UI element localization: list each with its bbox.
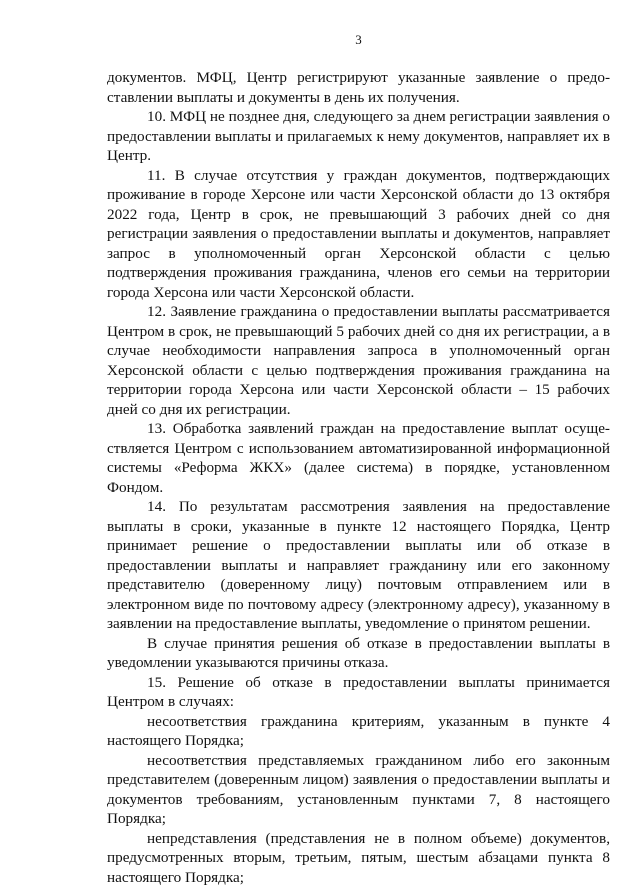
paragraph-item-11: 11. В случае отсутствия у граждан документов, подтверждающих проживание в городе Херсоне или части Херсонской области до 13 октября 2022 года, Центр в срок, не превышающий 3 рабочих дней со дня регистрации заявления о предоставлении выплаты и документов, направляет запрос в уполномоченный орган Херсонской области с целью подтверждения проживания гражданина, членов его семьи на территории города Херсона или части Херсонской области. [107, 166, 610, 301]
page-number: 3 [355, 32, 362, 47]
paragraph-item-10: 10. МФЦ не позднее дня, следующего за днем регистрации заявления о предоставлении выплаты и прилагаемых к нему документов, направляет их в Центр. [107, 108, 610, 164]
paragraph-item-12: 12. Заявление гражданина о предоставлении выплаты рассматривается Центром в срок, не превышающий 5 рабочих дней со дня их регистрации, а в случае необходимости направления запроса в уполномоченный орган Херсонской области с целью подтверждения проживания гражданина на территории города Херсона или части Херсонской области – 15 рабочих дней со дня их регистрации. [107, 303, 610, 418]
paragraph-item-14: 14. По результатам рассмотрения заявления на предоставление выплаты в сроки, указанные в пункте 12 настоящего Порядка, Центр принимает решение о предоставлении выплаты или об отказе в предоставлении выплаты и направляет гражданину или его законному представителю (доверенному лицу) почтовым отправлением или в электронном виде по почтовому адресу (электронному адресу), указанному в заявлении на предоставление выплаты, уведомление о принятом решении. [107, 498, 610, 632]
paragraph-continuation: документов. МФЦ, Центр регистрируют указанные заявление о предо-ставлении выплаты и документы в день их получения. [107, 69, 610, 106]
list-item-requirements: несоответствия представляемых гражданином либо его законным представителем (доверенным лицом) заявления о предоставлении выплаты и документов требованиям, установленным пунктами 7, 8 настоящего Порядка; [107, 751, 610, 827]
list-item-criteria: несоответствия гражданина критериям, указанным в пункте 4 настоящего Порядка; [107, 712, 610, 749]
paragraph-item-13: 13. Обработка заявлений граждан на предоставление выплат осуще-ствляется Центром с использованием автоматизированной информационной системы «Реформа ЖКХ» (далее система) в порядке, установленном Фондом. [107, 420, 610, 496]
paragraph-refusal-reasons: В случае принятия решения об отказе в предоставлении выплаты в уведомлении указываются причины отказа. [107, 634, 610, 671]
paragraph-item-15: 15. Решение об отказе в предоставлении выплаты принимается Центром в случаях: [107, 673, 610, 710]
list-item-documents: непредставления (представления не в полном объеме) документов, предусмотренных вторым, третьим, пятым, шестым абзацами пункта 8 настоящего Порядка; [107, 829, 610, 886]
